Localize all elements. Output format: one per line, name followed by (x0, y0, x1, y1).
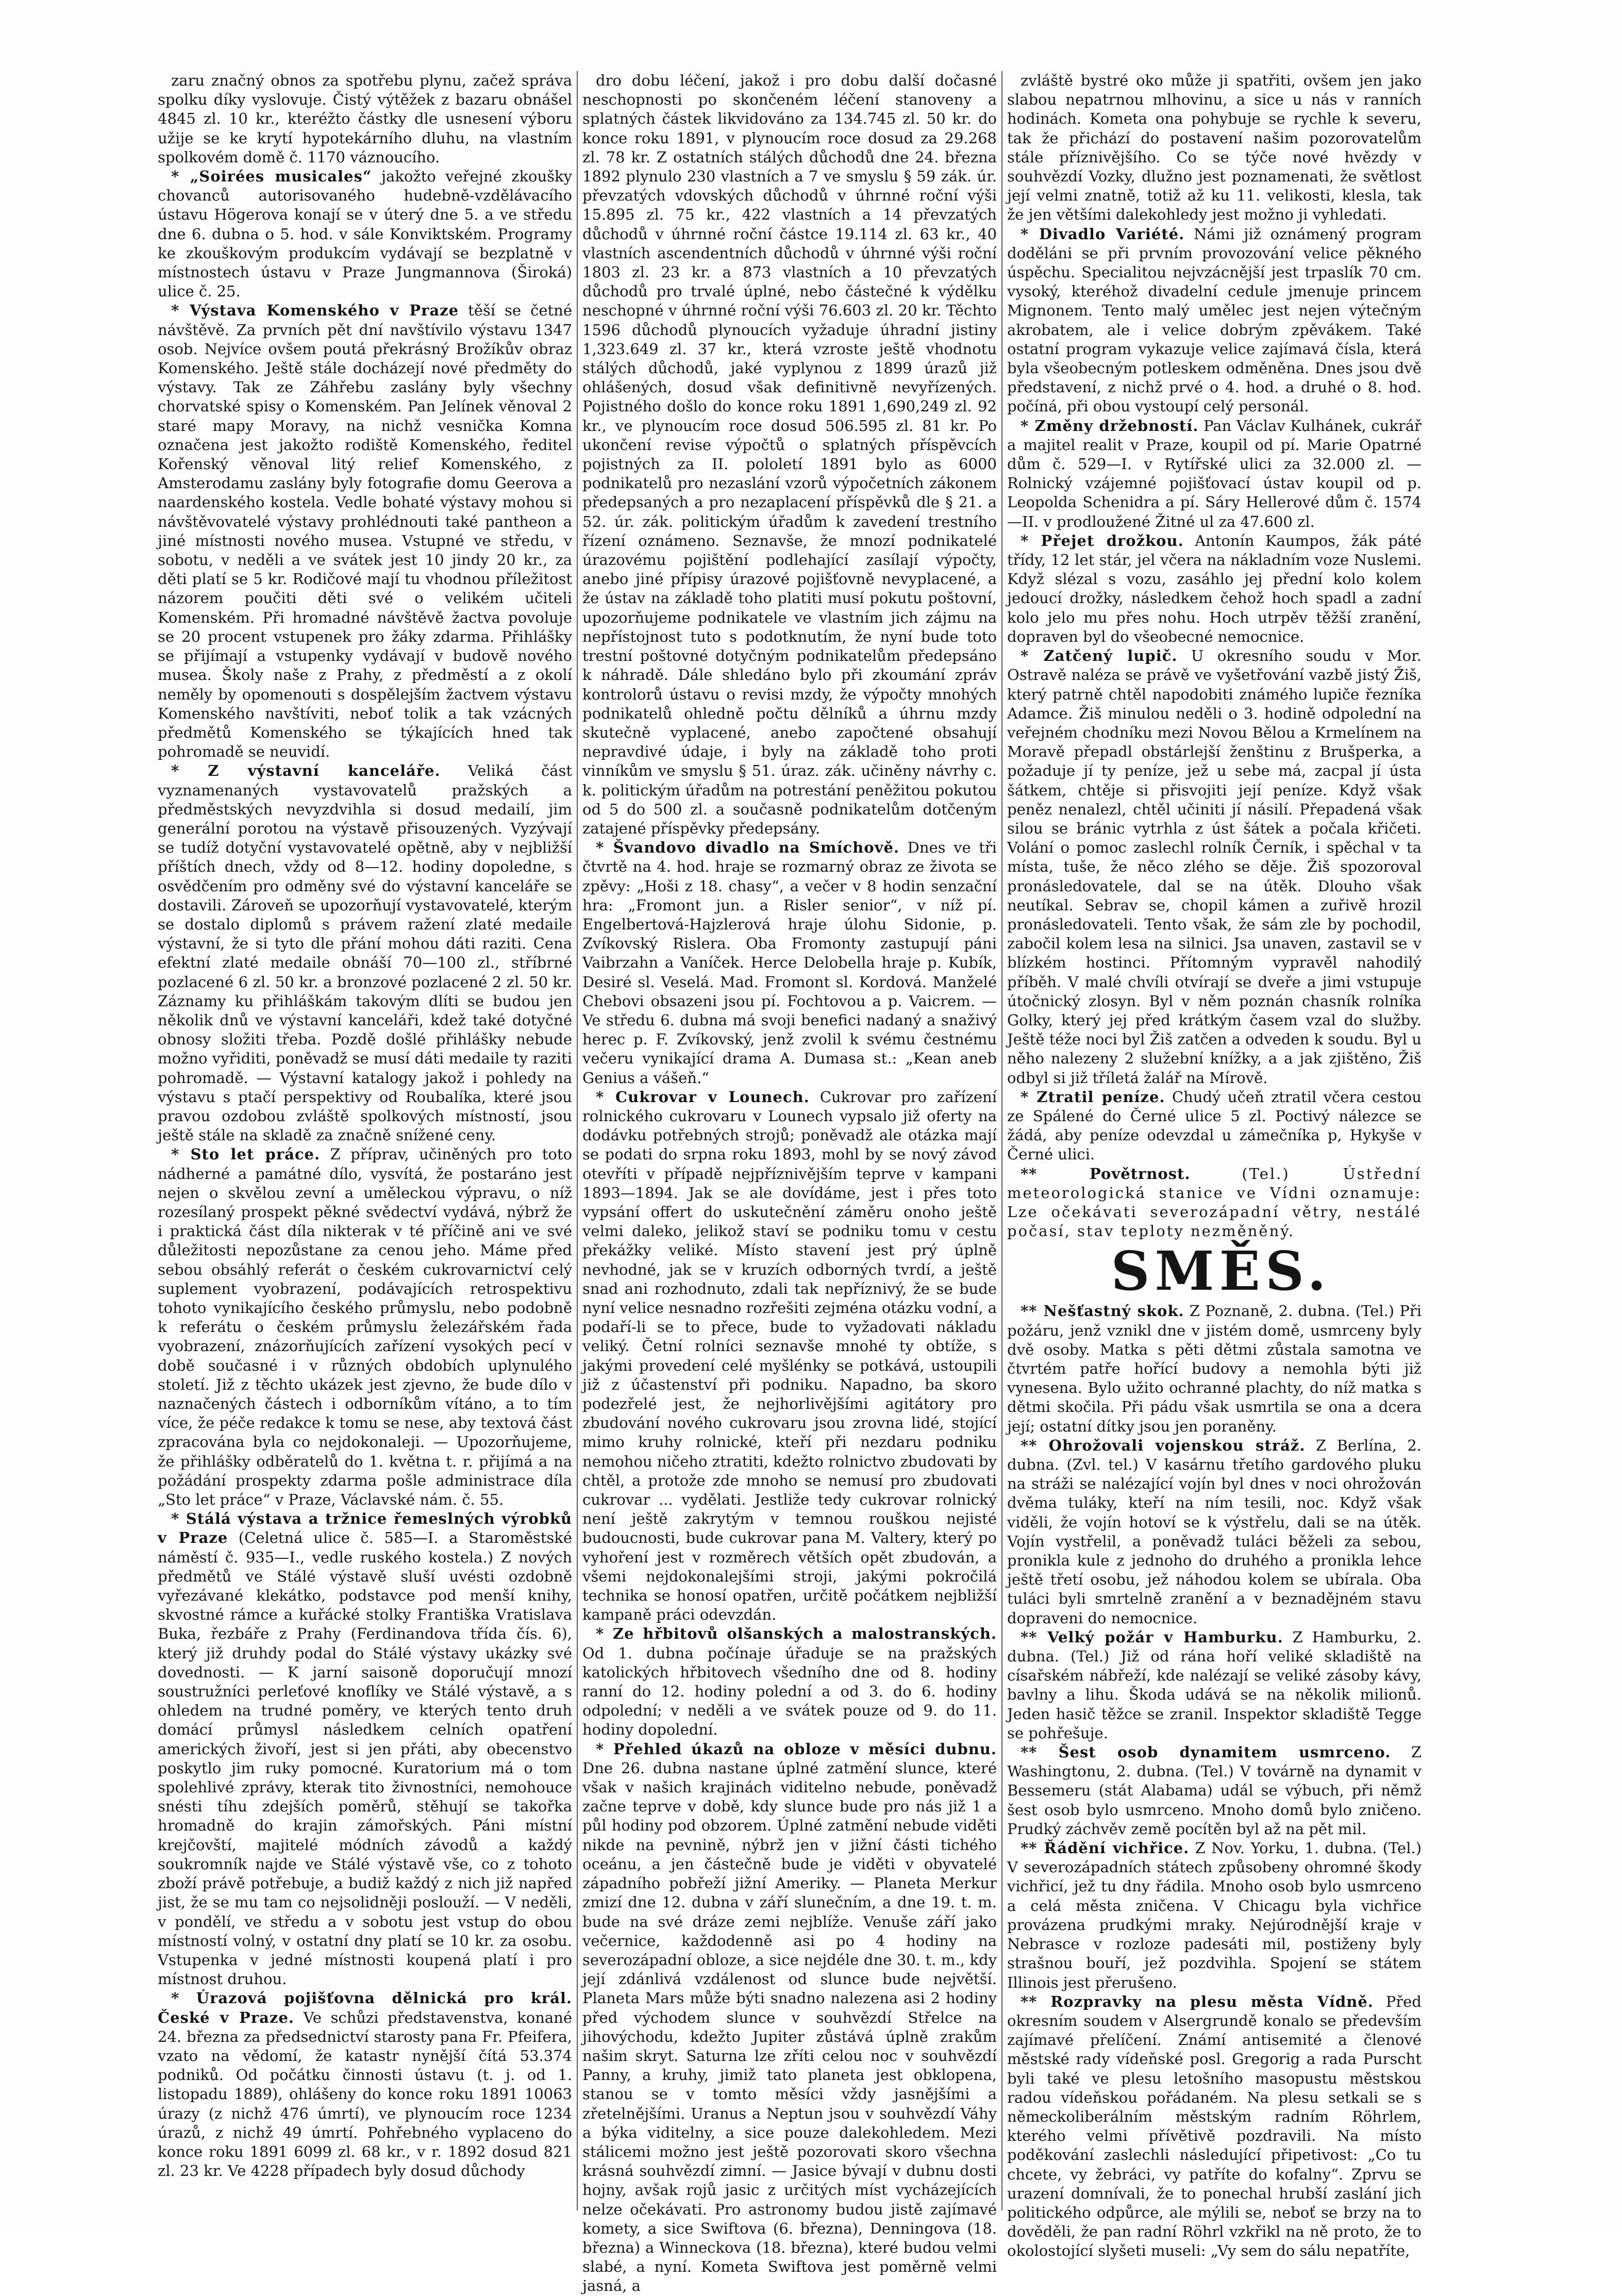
article-heading: ** Ohrožovali vojenskou stráž. (1021, 1436, 1306, 1454)
article-heading: * Divadlo Variété. (1021, 225, 1185, 243)
article-urazova-pojistovna: * Úrazová pojišťovna dělnická pro král. České v Praze. Ve schůzi představenstva, konané 24. března za předsednictví starosty pana Fr. Pfeifera, vzato na vědomí, že katastr nynější čítá 53.374 podniků. Od počátku činnosti ústavu (t. j. od 1. listopadu 1889), ohlášeny do konce roku 1891 10063 úrazy (z nichž 476 úmrtí), ve plynoucím roce 1234 úrazů, z nichž 49 úmrtí. Pohřebného vyplaceno do konce roku 1891 6099 zl. 68 kr., v r. 1892 dosud 821 zl. 23 kr. Ve 4228 případech byly dosud důchody (158, 1989, 572, 2180)
article-stala-vystava: * Stálá výstava a tržnice řemeslných výrobků v Praze (Celetná ulice č. 585—I. a Staroměstské náměstí č. 935—I., vedle ruského kostela.) Z nových předmětů ve Stálé výstavě sluší uvésti ozdobně vyřezávané klekátko, podstavce pod menší knihy, skvostné rámce a kuřácké stolky Františka Vratislava Buka, řezbáře z Prahy (Ferdinandova třída čís. 6), který již druhdy podal do Stálé výstavy ukázky své dovednosti. — K jarní saisoně doporučují mnozí soustružníci perleťové knoflíky ve Stálé výstavě, a s ohledem na trudné poměry, ve kterých tento druh domácí průmysl následkem celních opatření amerických živoří, jest si jen přáti, aby obecenstvo poskytlo jim ruky pomocné. Kuratorium má o tom spolehlivé zprávy, kterak tito živnostníci, nemohouce snésti tíhu zdejších poměrů, stěhují se takořka hromadně do krajin zámořských. Páni místní krejčovští, majitelé módních závodů a každý soukromník najde ve Stálé výstavě vše, co z tohoto zboží právě potřebuje, a budiž každý z nich již napřed jist, že se mu tam co nejsolidněji poslouží. — V neděli, v pondělí, ve středu a v sobotu jest vstup do obou místností volný, v ostatní dny platí se 10 kr. za osobu. Vstupenka v jedné místnosti koupená platí i pro místnost druhou. (158, 1510, 573, 1988)
article-heading: ** Velký požár v Hamburku. (1021, 1628, 1283, 1646)
text-columns (155, 71, 1443, 2295)
article-svandovo-divadlo: * Švandovo divadlo na Smíchově. Dnes ve tři čtvrtě na 4. hod. hraje se rozmarný obraz ze života se zpěvy: „Hoši z 18. chasy“, a večer v 8 hodin senzační hra: „Fromont jun. a Risler senior“, v níž pí. Engelbertová-Hajzlerová hraje úlohu Sidonie, p. Zvíkovský Rislera. Oba Fromonty zastupují páni Vaibrzahn a Vaníček. Herce Delobella hraje p. Kubík, Desiré sl. Veselá. Mad. Fromont sl. Kordová. Manželé Chebovi obsazeni jsou pí. Fochtovou a p. Vaicrem. — Ve středu 6. dubna má svoji benefici nadaný a snaživý herec p. F. Zvíkovský, jenž zvolil k svému čestnému večeru vynikající drama A. Dumasa st.: „Kean aneb Genius a vášeň.“ (582, 839, 997, 1087)
article-vystava-komenskeho: * Výstava Komenského v Praze těší se četné návštěvě. Za prvních pět dní navštívilo výstavu 1347 osob. Nejvíce ovšem poutá překrásný Brožíkův obraz Komenského. Ještě stále docházejí nové předměty do výstavy. Tak ze Záhřebu zaslány byly všechny chorvatské spisy o Komenském. Pan Jelínek věnoval 2 staré mapy Moravy, na nichž vesnička Komna označena jest jakožto rodiště Komenského, ředitel Kořenský věnoval litý relief Komenského, z Amsterodamu zaslány byly fotografie domu Geerova a naardenského kostela. Vedle bohaté výstavy mohou si návštěvovatelé výstavy prohlédnouti také pantheon a jiné místnosti nového musea. Vstupné ve středu, v sobotu, v neděli a ve svátek jest 10 jindy 20 kr., za děti platí se 5 kr. Rodičové mají tu vhodnou příležitost názorem poučiti děti své o velikém učiteli Komenském. Při hromadné návštěvě žactva povoluje se 20 procent vstupenek pro žáky zdarma. Přihlášky se přijímají a vstupenky vydávají v budově nového musea. Školy naše z Prahy, z předměstí a z okolí neměly by opomenouti s dospělejším žactvem výstavu Komenského navštíviti, neboť tolik a tak vzácných předmětů Komenského se týkajících hned tak pohromadě se neuvidí. (158, 302, 572, 761)
article-heading: * Přejet drožkou. (1021, 531, 1184, 550)
article-vystavni-kancelar: * Z výstavní kanceláře. Veliká část vyznamenaných vystavovatelů pražských a předměstských nevyzdvihla si dosud medailí, jim generální porotou na výstavě přisouzených. Vyzývají se tudíž dotyční vystavovatelé opětně, aby v nejbližší příštích dnech, vždy od 8—12. hodiny dopoledne, s osvědčením pro odměny své do výstavní kanceláře se dostavili. Zároveň se upozorňují vystavovatelé, kterým se dostalo diplomů s právem ražení zlaté medaile výstavní, že si tyto dle přání mohou dáti raziti. Cena efektní zlaté medaile obnáší 70—100 zl., stříbrné pozlacené 6 zl. 50 kr. a bronzové pozlacené 2 zl. 50 kr. Záznamy ku přihláškám takovým dlíti se budou jen několik dnů ve výstavní kanceláři, kdež také dotyčné obnosy složiti třeba. Pozdě došlé přihlášky nebude možno vyřiditi, poněvadž se musí dáti medaile ty raziti pohromadě. — Výstavní katalogy jakož i pohledy na výstavu s ptačí perspektivy od Roubalíka, které jsou pravou ozdobou zvláště spolkových místností, jsou ještě stále na skladě za značně snížené ceny. (158, 762, 573, 1144)
article-heading: ** Šest osob dynamitem usmrceno. (1021, 1743, 1391, 1761)
article-heading: * Zatčený lupič. (1021, 647, 1178, 665)
article-heading: * Přehled úkazů na obloze v měsíci dubnu. (596, 1740, 997, 1758)
article-ohrozovali-straz: ** Ohrožovali vojenskou stráž. Z Berlína, 2. dubna. (Zvl. tel.) V kasárnu třetího gardového pluku na stráži se nalézající vojín byl dnes v noci ohrožován dvěma tuláky, kteří na ním tesili, noc. Když však viděli, že vojín hotoví se k výstřelu, dali se na útěk. Vojín vystřelil, a poněvadž tuláci běželi za sebou, pronikla kule z jednoho do druhého a pronikla lehce ještě třetí osobu, jež náhodou kolem se ubírala. Oba tuláci byli smrtelně zranění a v beznadějném stavu dopraveni do nemocnice. (1007, 1436, 1422, 1627)
paragraph: dro dobu léčení, jakož i pro dobu další dočasné neschopnosti po skončeném léčení stanoveny a splatných částek likvidováno za 134.745 zl. 50 kr. do konce roku 1891, v plynoucím roce dosud za 29.268 zl. 78 kr. Z ostatních stálých důchodů dne 24. března 1892 plynulo 230 vlastních a 7 ve smyslu § 59 zák. úr. převzatých vdovských důchodů v úhrnné roční výši 15.895 zl. 75 kr., 422 vlastních a 14 převzatých důchodů v úhrnné roční částce 19.114 zl. 63 kr., 40 vlastních ascendentních důchodů v úhrnné výši roční 1803 zl. 23 kr. a 873 vlastních a 10 převzatých důchodů pro trvalé úplné, nebo částečné k výdělku neschopné v úhrnné roční výši 76.603 zl. 20 kr. Těchto 1596 důchodů plynoucích vyžaduje úhradní jistiny 1,323.649 zl. 37 kr., která vzroste ještě vhodnotu stálých důchodů, jaké vyplynou z 1899 úrazů již ohlášených, dosud však definitivně nevyřízených. Pojistného došlo do konce roku 1891 1,690,249 zl. 92 kr., ve plynoucím roce dosud 506.595 zl. 81 kr. Po ukončení revise výpočtů o splatných příspěvcích pojistných za II. pololetí 1891 bylo as 6000 podnikatelů pro nezaslání vzorů výpočetních zákonem předepsaných a pro nezaplacení příspěvků dle § 21. a 52. úr. zák. politickým úřadům k zavedení trestního řízení oznámeno. Seznavše, že mnozí podnikatelé úrazovému pojištění podlehající zasílají výpočty, anebo jiné přípisy úrazové pojišťovně nevyplacené, a že ústav na základě toho platiti musí pokutu poštovní, upozorňujeme podnikatele ve vlastním jich zájmu na nepřístojnost tuto s podotknutím, že nyní bude toto trestní poštovné dotyčným podnikatelům předepsáno k náhradě. Dále shledáno bylo při zkoumání zpráv kontrolorů ústavu o revisi mzdy, že výpočty mnohých podnikatelů ohledně počtu dělníků a úhrnu mzdy skutečně vyplacené, anebo započtené obsahují nepravdivé údaje, i byly na základě toho proti vinníkům ve smyslu § 51. úraz. zák. učiněny návrhy c. k. politickým úřadům na potrestání peněžitou pokutou od 5 do 500 zl. a současně podnikatelům dotčeným zatajené příspěvky předepsány. (582, 72, 997, 837)
article-nestastny-skok: ** Nešťastný skok. Z Poznaně, 2. dubna. (Tel.) Při požáru, jenž vznikl dne v jistém domě, usmrceny byly dvě osoby. Matka s pěti dětmi zůstala samotna ve čtvrtém patře hořící budovy a nemohla býti již vynesena. Bylo užito ochranné plachty, do níž matka s dětmi skočila. Při pádu však usmrtila se ona a dcera její; ostatní dítky jsou jen poraněny. (1007, 1302, 1422, 1435)
article-prejet-drozkou: * Přejet drožkou. Antonín Kaumpos, žák páté třídy, 12 let stár, jel včera na nákladním voze Nuslemi. Když slézal s vozu, zasáhlo jej přední kolo kolem jedoucí drožky, následkem čehož hoch spadl a zadní kolo jelo mu přes nohu. Hoch utrpěv těžší zranění, dopraven byl do všeobecné nemocnice. (1007, 531, 1422, 645)
article-heading: * Úrazová pojišťovna dělnická pro král. České v Praze. (158, 1989, 572, 2026)
paragraph: zvláště bystré oko může ji spatřiti, ovšem jen jako slabou nepatrnou mlhovinu, a sice u nás v ranních hodinách. Kometa ona pohybuje se rychle k severu, tak že přichází do postavení našim pozorovatelům stále příznivějšího. Co se týče nové hvězdy v souhvězdí Vozky, dlužno jest poznamenati, že světlost její velmi znatně, totiž až ku 11. velikosti, klesla, tak že jen většími dalekohledy jest možno ji vyhledati. (1007, 72, 1422, 224)
column-2 (579, 71, 1000, 2295)
article-dynamit: ** Šest osob dynamitem usmrceno. Z Washingtonu, 2. dubna. (Tel.) V továrně na dynamit v Bessemeru (stát Alabama) udál se výbuch, při němž šest osob bylo usmrceno. Mnoho domů bylo zničeno. Prudký záchvěv země pocítěn byl až na pět mil. (1007, 1743, 1422, 1838)
column-3 (1004, 71, 1425, 2260)
article-prehled-ukazu: * Přehled úkazů na obloze v měsíci dubnu. Dne 26. dubna nastane úplné zatmění slunce, které však v našich krajinách viditelno nebude, poněvadž začne teprve v době, kdy slunce bude pro nás již 1 a půl hodiny pod obzorem. Úplné zatmění nebude viděti nikde na pevnině, nýbrž jen v jižní části tichého oceánu, a jen částečně bude je viděti v obyvatelé západního pobřeží jižní Ameriky. — Planeta Merkur zmizí dne 12. dubna v září slunečním, a dne 19. t. m. bude na své dráze zemi nejblíže. Venuše září jako večernice, každodenně asi po 4 hodiny na severozápadní obloze, a sice nejdéle dne 30. t. m., kdy její zdánlivá vzdálenost od slunce bude největší. Planeta Mars může býti snadno nalezena asi 2 hodiny před východem slunce v souhvězdí Střelce na jihovýchodu, kdežto Jupiter zůstává úplně zrakům našim skryt. Saturna lze zříti celou noc v souhvězdí Panny, a kruhy, jimiž tato planeta jest obklopena, stanou se v tomto měsíci vždy jasnějšími a zřetelnějšími. Uranus a Neptun jsou v souhvězdí Váhy a býka viditelny, a sice pouze dalekohledem. Mezi stálicemi možno jest ještě pozorovati skoro všechna krásná souhvězdí zimní. — Jasice bývají v dubnu dosti hojny, avšak rojů jasic z určitých míst vycházejících nelze očekávati. Pro astronomy budou jistě zajímavé komety, a sice Swiftova (6. března), Denningova (18. března) a Winneckova (18. března), které budou velmi slabé, a nyní. Kometa Swiftova jest poměrně velmi jasná, a (582, 1740, 997, 2295)
column-divider (1000, 71, 1004, 2210)
article-heading: ** Rozpravky na plesu města Vídně. (1021, 1992, 1374, 2010)
paragraph: zaru značný obnos za spotřebu plynu, začež správa spolku díky vyslovuje. Čistý výtěžek z bazaru obnášel 4845 zl. 10 kr., kteréžto částky dle usnesení výboru užije se ke krytí hypotekárního dluhu, na vlastním spolkovém domě č. 1170 váznoucího. (158, 72, 572, 166)
article-heading: * Cukrovar v Lounech. (596, 1088, 810, 1106)
article-divadlo-variete: * Divadlo Variété. Námi již oznámený program doděláni se při prvním provozování velice pěkného úspěchu. Specialitou nejvzácnější jest trpaslík 70 cm. vysoký, kteréhož divadelní cedule jmenuje princem Mignonem. Tento malý umělec jest nejen výtečným akrobatem, ale i velice dobrým zpěvákem. Také ostatní program vykazuje velice zajímavá čísla, která byla všeobecným potleskem odměněna. Dnes jsou dvě představení, z nichž prvé o 4. hod. a druhé o 8. hod. počíná, při obou vystoupí celý personál. (1007, 225, 1422, 415)
article-zmeny-drzebnosti: * Změny držebností. Pan Václav Kulhánek, cukrář a majitel realit v Praze, koupil od pí. Marie Opatrné dům č. 529—I. v Rytířské ulici za 32.000 zl. — Rolnický vzájemné pojišťovací ústav koupil od p. Leopolda Schenidra a pí. Sáry Hellerové dům č. 1574—II. v prodloužené Žitné ul za 47.600 zl. (1007, 417, 1422, 530)
article-hrbitovy: * Ze hřbitovů olšanských a malostranských. Od 1. dubna počínaje úřaduje se na pražských katolických hřbitovech všedního dne od 8. hodiny ranní do 12. hodiny polední a od 3. do 6. hodiny odpolední; v neděli a ve svátek pouze od 9. do 11. hodiny dopolední. (582, 1625, 997, 1739)
article-heading: * Z výstavní kanceláře. (171, 762, 441, 780)
article-heading: * Ze hřbitovů olšanských a malostranských. (596, 1625, 997, 1643)
article-cukrovar: * Cukrovar v Lounech. Cukrovar pro zařízení rolnického cukrovaru v Lounech vypsalo již oferty na dodávku potřebných strojů; poněvadž ale otázka mají se podati do srpna roku 1893, mohl by se nový závod otevříti v případě nejpříznivějším teprve v kampani 1893—1894. Jak se ale dovídáme, jest i přes toto vypsání offert do uskutečnění záměru onoho ještě velmi daleko, jelikož staví se podniku tomu v cestu překážky veliké. Místo stavení jest prý úplně nevhodné, jak se v kruzích odborných tvrdí, a ještě snad ani rozhodnuto, zdali tak nepříznivý, že se bude nyní velice nesnadno rozřešiti zejména otázku vodní, a podaří-li se to přece, bude to vyžadovati nákladu veliký. Četní rolníci seznavše mnohé ty obtíže, s jakými provedení celé myšlénky se potkává, ustoupili již z účastenství při podniku. Napadno, ba skoro podezřelé jest, že nejhorlivějšími agitátory pro zbudování nového cukrovaru jsou zrovna lidé, stojící mimo kruhy rolnické, kteří při nezdaru podniku nemohou ničeho ztratiti, kdežto rolnictvo zbudovati by chtěl, a protože zde mnoho se nemusí pro zbudovati cukrovar ... vydělati. Jestliže tedy cukrovar rolnický není ještě zakrytým v temnou rouškou nejisté budoucnosti, bude cukrovar pana M. Valtery, který po vyhoření jest v rozměrech větších opět zbudován, a všemi nejdokonalejšími stroji, jakými pokročilá technika se honosí opatřen, určitě počátkem nejbližší kampaně práci odevzdán. (582, 1088, 997, 1624)
article-sto-let-prace: * Sto let práce. Z příprav, učiněných pro toto nádherné a památné dílo, vysvítá, že postaráno jest nejen o skvělou zevní a uměleckou výpravu, o níž rozesílaný prospekt pěkné svědectví vydává, nýbrž že i praktická část díla nikterak v té příčině ani ve své důležitosti nepozůstane za cenou jeho. Máme před sebou obsáhlý referát o českém cukrovarnictví celý suplement vyobrazení, podávajících retrospektivu tohoto vynikajícího českého průmyslu, nebo podobně k referátu o českém průmyslu železářském řada vyobrazení, znázorňujících zařízení vysokých pecí v době současné i v různých obdobích uplynulého století. Již z těchto ukázek jest zjevno, že bude dílo v naznačených částech i odborníkům vítáno, a to tím více, že péče redakce k tomu se nese, aby textová část zpracována byla co nejdokonaleji. — Upozorňujeme, že přihlášky odběratelů do 1. května t. r. přijímá a na požádání prospekty zdarma pošle administrace díla „Sto let práce“ v Praze, Václavské nám. č. 55. (158, 1145, 572, 1509)
article-heading: * Sto let práce. (171, 1145, 321, 1163)
article-radeni-vichrice: ** Řádění vichřice. Z Nov. Yorku, 1. dubna. (Tel.) V severozápadních státech způsobeny ohromné škody vichřicí, jež tu dny řádila. Mnoho osob bylo usmrceno a celá města zničena. V Chicagu byla vichřice provázena prudkými mraky. Nejúrodnější kraje v Nebrasce v rozloze padesáti mil, postiženy byly strašnou bouří, jež pozdvihla. Spojení se státem Illinois jest přerušeno. (1007, 1839, 1422, 1991)
article-rozpravky: ** Rozpravky na plesu města Vídně. Před okresním soudem v Alsergrundě konalo se především zajímavé přelíčení. Známí antisemité a členové městské rady vídeňské posl. Gregorig a rada Purscht byli také ve plesu letošního masopustu městskou radou vídeňskou pořádaném. Na plesu setkali se s německoliberálním městským radním Röhrlem, kterého velmi přívětivě pozdravili. Na místo poděkování zaslechli následující připetivost: „Co tu chcete, vy žebráci, vy patříte do kofalny“. Zprvu se urazení domnívali, že to ponechal hrubší zaslání jich politického odpůrce, ale mýlili se, neboť se brzy na to dověděli, že pan radní Röhrl vzkřikl na ně proto, že to okolostojící slyšeti museli: „Vy sem do sálu nepatříte, (1007, 1992, 1422, 2260)
article-ztratil-penize: * Ztratil peníze. Chudý učeň ztratil včera cestou ze Spálené do Černé ulice 5 zl. Poctivý nálezce se žádá, aby peníze odevzdal u zámečníka p, Hykyše v Černé ulici. (1007, 1088, 1422, 1163)
article-heading: ** Povětrnost. (1021, 1164, 1191, 1183)
article-heading: * Ztratil peníze. (1021, 1088, 1165, 1106)
column-divider (575, 71, 579, 2210)
article-zatceny-lupic: * Zatčený lupič. U okresního soudu v Mor. Ostravě naléza se právě ve vyšetřování vazbě jistý Žiš, který patrně chtěl napodobiti známého lupiče řezníka Adamce. Žiš minulou neděli o 3. hodině odpolední na veřejném chodníku mezi Novou Bělou a Krmelínem na Moravě přepadl obstárlejší ženštinu z Brušperka, a požaduje jí ty peníze, jež u sebe má, zacpal jí ústa šátkem, chtěje si přisvojiti její peníze. Když však peněz nenalezl, chtěl učiniti jí násilí. Přepadená však silou se bránic vytrhla z úst šátek a počala křičeti. Volání o pomoc zaslechl rolník Černík, i spěchal v ta místa, tuše, že něco zlého se děje. Žiš spozoroval pronásledovatele, dal se na útěk. Dlouho však neutíkal. Sebrav se, chopil kámen a zuřivě hrozil pronásledovateli. Tento však, že sám zle by pochodil, zabočil kolem lesa na silnici. Jsa unaven, zastavil se v blízkém hostinci. Přítomným vypravěl nahodilý příběh. V malé chvíli otvírají se dveře a jimi vstupuje útočnický zlosyn. Byl v něm poznán chasník rolníka Golky, který jej před krátkým časem vzal do služby. Ještě téže noci byl Žiš zatčen a odveden k soudu. Byl u něho nalezeny 2 služební knížky, a a jak zjištěno, Žiš odbyl si již tříletá žalář na Mírově. (1007, 647, 1422, 1087)
article-heading: * Výstava Komenského v Praze (171, 302, 459, 320)
article-povetrnost: ** Povětrnost. (Tel.) Ústřední meteorologická stanice ve Vídni oznamuje: Lze očekávati severozápadní větry, nestálé počasí, stav teploty nezměněný. (1007, 1164, 1422, 1240)
article-heading: * Švandovo divadlo na Smíchově. (596, 839, 899, 857)
column-1 (155, 71, 575, 2210)
section-heading-smes: SMĚS. (1111, 1239, 1331, 1303)
article-soirees: * „Soirées musicales“ jakožto veřejné zkoušky chovanců autorisovaného hudebně-vzdělávacího ústavu Högerova konají se v úterý dne 5. a ve středu dne 6. dubna o 5. hod. v sále Konviktském. Programy ke zkouškovým produkcím vydávají se bezplatně v místnostech ústavu v Praze Jungmannova (Široká) ulice č. 25. (158, 168, 573, 301)
article-heading: ** Řádění vichřice. (1021, 1839, 1190, 1857)
article-heading: * Stálá výstava a tržnice řemeslných výrobků v Praze (158, 1510, 572, 1547)
article-pozar-hamburk: ** Velký požár v Hamburku. Z Hamburku, 2. dubna. (Tel.) Již od rána hoří veliké skladiště na císařském nábřeží, kde nalézají se veliké zásoby kávy, bavlny a lihu. Škoda udává se na několik milionů. Jeden hasič těžce se zranil. Inspektor skladiště Tegge se pohřešuje. (1007, 1628, 1422, 1742)
article-heading: ** Nešťastný skok. (1021, 1302, 1184, 1320)
article-heading: * Změny držebností. (1021, 417, 1199, 435)
article-heading: * „Soirées musicales“ (171, 168, 372, 186)
